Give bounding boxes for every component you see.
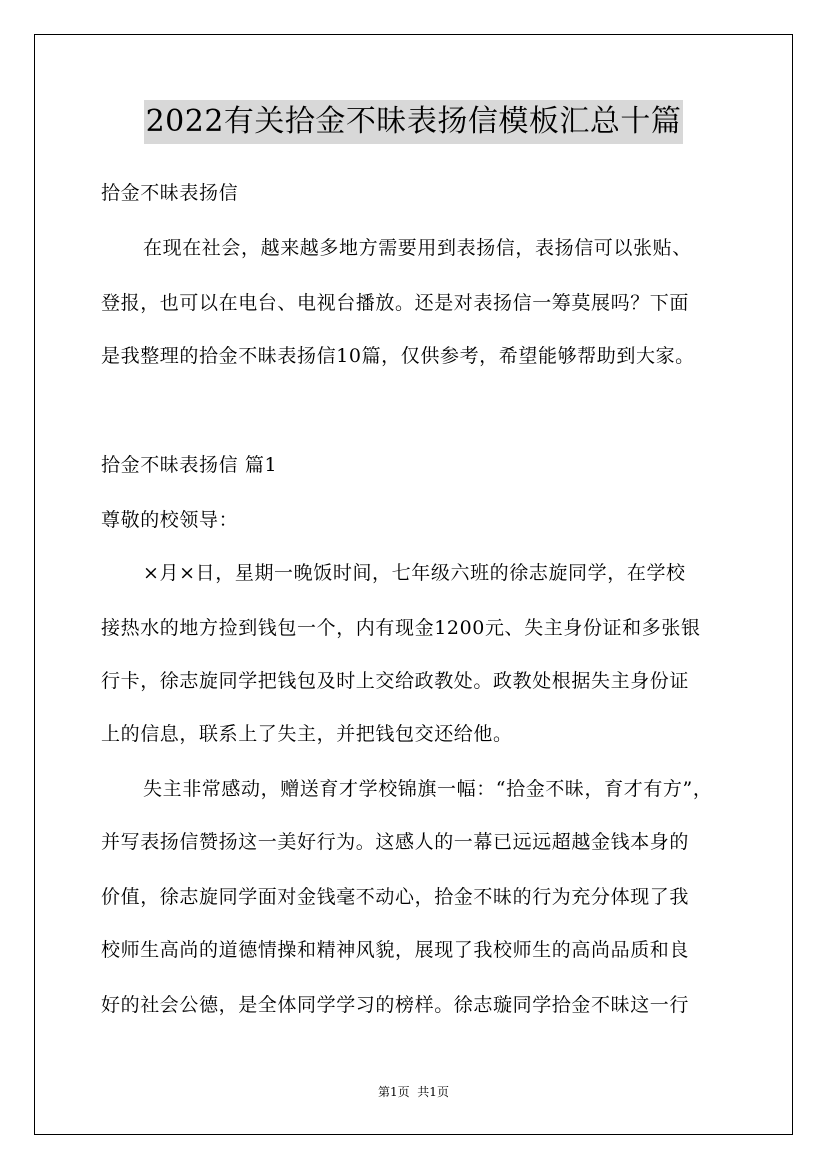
paragraph-line: 在现在社会，越来越多地方需要用到表扬信，表扬信可以张贴、 (143, 237, 692, 259)
paragraph-line: 价值，徐志旋同学面对金钱毫不动心，拾金不昧的行为充分体现了我 (101, 886, 690, 908)
letter-heading: 拾金不昧表扬信 篇1 (101, 454, 278, 476)
paragraph-line: 校师生高尚的道德情操和精神风貌，展现了我校师生的高尚品质和良 (101, 939, 690, 961)
paragraph-line: 接热水的地方捡到钱包一个，内有现金1200元、失主身份证和多张银 (101, 617, 701, 639)
section-heading: 拾金不昧表扬信 (101, 182, 239, 204)
paragraph-line: 并写表扬信赞扬这一美好行为。这感人的一幕已远远超越金钱本身的 (101, 831, 690, 853)
salutation: 尊敬的校领导： (101, 509, 239, 531)
paragraph-line: 行卡，徐志旋同学把钱包及时上交给政教处。政教处根据失主身份证 (101, 670, 690, 692)
paragraph-line: ×月×日，星期一晚饭时间，七年级六班的徐志旋同学，在学校 (143, 562, 686, 584)
page-footer: 第1页 共1页 (378, 1085, 449, 1099)
paragraph-line: 好的社会公德，是全体同学学习的榜样。徐志璇同学拾金不昧这一行 (101, 994, 690, 1016)
title-container (0, 100, 827, 144)
paragraph-line: 上的信息，联系上了失主，并把钱包交还给他。 (101, 723, 513, 745)
document-title: 2022有关拾金不昧表扬信模板汇总十篇 (144, 100, 684, 144)
paragraph-line: 登报，也可以在电台、电视台播放。还是对表扬信一筹莫展吗？下面 (101, 292, 690, 314)
paragraph-line: 是我整理的拾金不昧表扬信10篇，仅供参考，希望能够帮助到大家。 (101, 345, 695, 367)
paragraph-line: 失主非常感动，赠送育才学校锦旗一幅：“拾金不昧，育才有方”， (143, 778, 713, 800)
